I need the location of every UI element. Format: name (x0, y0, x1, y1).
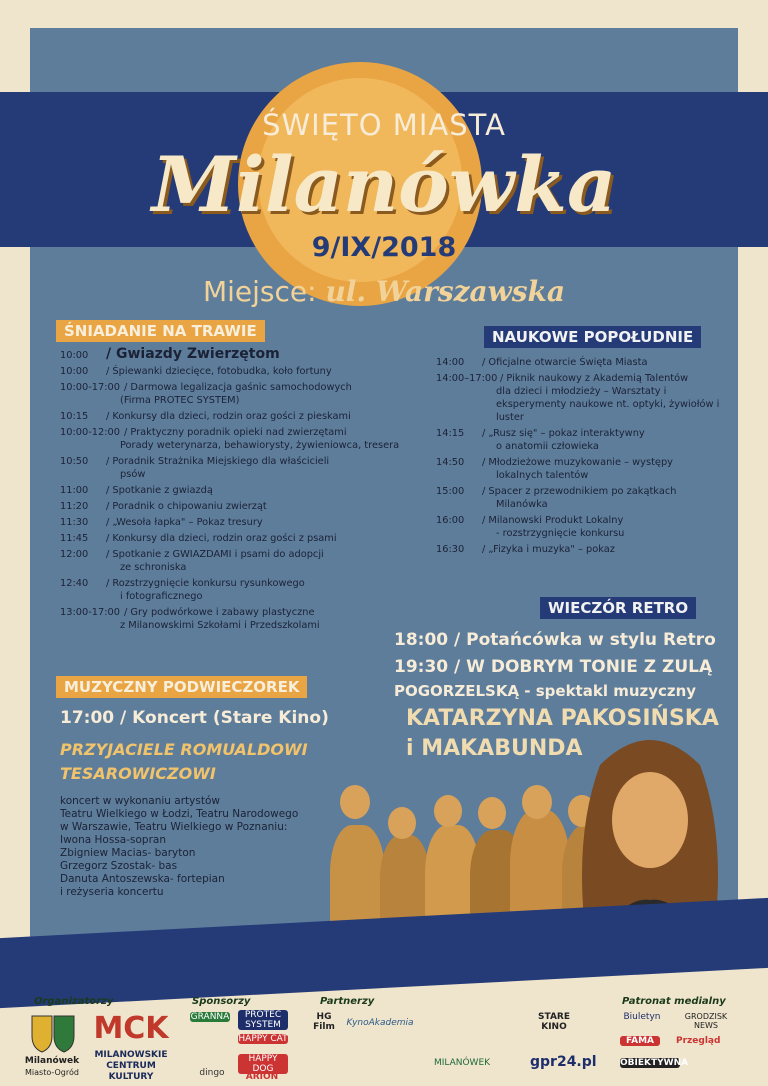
event-date: 9/IX/2018 (311, 232, 457, 263)
organizers-label: Organizatorzy (34, 996, 114, 1007)
media-logo: OBIEKTYWNA (620, 1058, 689, 1068)
mck-logo-icon: MCK (93, 1011, 169, 1046)
media-logo: FAMA (620, 1036, 660, 1046)
music-credit-line: Grzegorz Szostak- bas (60, 860, 178, 872)
music-group1: PRZYJACIELE ROMUALDOWI (60, 740, 308, 759)
breakfast-item (60, 500, 400, 513)
item-subtext: (Firma PROTEC SYSTEM) (120, 395, 240, 406)
item-text: / Gry podwórkowe i zabawy plastyczne (124, 607, 315, 618)
partner-logo: gpr24.pl (530, 1054, 597, 1070)
item-text: / Oficjalne otwarcie Święta Miasta (482, 357, 648, 368)
media-logo: Przegląd (676, 1036, 721, 1046)
breakfast-heading: ŚNIADANIE NA TRAWIE (56, 320, 265, 342)
item-time: 10:00 (60, 350, 89, 361)
partners-label: Partnerzy (320, 996, 375, 1007)
item-subtext: ze schroniska (120, 562, 187, 573)
science-item (436, 543, 736, 556)
item-time: 10:00-17:00 (60, 382, 121, 393)
item-time: 13:00-17:00 (60, 607, 121, 618)
music-concert: 17:00 / Koncert (Stare Kino) (60, 708, 329, 728)
place-label: Miejsce: (202, 275, 317, 308)
music-credit-line: koncert w wykonaniu artystów (60, 795, 220, 807)
science-item (436, 356, 736, 369)
partner-logo: KynoAkademia (346, 1018, 414, 1028)
item-text: / Konkursy dla dzieci, rodzin oraz gości z psami (106, 533, 337, 544)
science-list (436, 356, 736, 559)
breakfast-item (60, 381, 400, 407)
breakfast-item (60, 365, 400, 378)
partner-logo: STARE KINO (538, 1012, 570, 1032)
item-text: / Spacer z przewodnikiem po zakątkach (482, 486, 677, 497)
breakfast-item (60, 348, 400, 362)
music-credit-line: Teatru Wielkiego w Łodzi, Teatru Narodowego (60, 808, 299, 820)
breakfast-item (60, 548, 400, 574)
band-member-head (478, 797, 506, 829)
item-time: 14:15 (436, 428, 465, 439)
item-time: 16:00 (436, 515, 465, 526)
item-time: 10:00 (60, 366, 89, 377)
item-text: / Poradnik o chipowaniu zwierząt (106, 501, 267, 512)
item-time: 11:20 (60, 501, 89, 512)
breakfast-item (60, 484, 400, 497)
science-item (436, 372, 736, 424)
sponsor-logo: PROTEC SYSTEM (238, 1010, 288, 1030)
science-item (436, 427, 736, 453)
retro-heading: WIECZÓR RETRO (540, 597, 696, 619)
science-item (436, 514, 736, 540)
item-text: / Piknik naukowy z Akademią Talentów (500, 373, 689, 384)
item-text: / Praktyczny poradnik opieki nad zwierzętami (124, 427, 347, 438)
media-label: Patronat medialny (622, 996, 726, 1007)
breakfast-item (60, 606, 400, 632)
item-text: / Spotkanie z GWIAZDAMI i psami do adopcji (106, 549, 324, 560)
breakfast-item (60, 516, 400, 529)
item-subtext: - rozstrzygnięcie konkursu (496, 528, 625, 539)
milanowek-sub: Miasto-Ogród (25, 1068, 79, 1077)
item-time: 15:00 (436, 486, 465, 497)
item-text: / Milanowski Produkt Lokalny (482, 515, 624, 526)
item-time: 11:00 (60, 485, 89, 496)
item-text: / Młodzieżowe muzykowanie – występy (482, 457, 673, 468)
music-credit-line: Iwona Hossa-sopran (60, 834, 166, 846)
retro-artist2: i MAKABUNDA (406, 736, 583, 761)
media-logo: Biuletyn (623, 1012, 661, 1022)
item-time: 12:00 (60, 549, 89, 560)
item-text: / Poradnik Strażnika Miejskiego dla właścicieli (106, 456, 330, 467)
retro-artist1: KATARZYNA PAKOSIŃSKA (406, 706, 719, 731)
band-member-head (434, 795, 462, 827)
band-member-head (340, 785, 370, 819)
science-heading: NAUKOWE POPOŁUDNIE (484, 326, 701, 348)
band-member-head (388, 807, 416, 839)
music-credit-line: Zbigniew Macias- baryton (60, 847, 196, 859)
music-heading: MUZYCZNY PODWIECZOREK (56, 676, 307, 698)
item-time: 12:40 (60, 578, 89, 589)
sponsor-logo: HAPPY DOG (238, 1054, 288, 1074)
breakfast-list (60, 348, 400, 635)
item-text: / Darmowa legalizacja gaśnic samochodowych (124, 382, 352, 393)
item-subtext: Porady weterynarza, behawiorysty, żywieniowca, tresera (120, 440, 400, 451)
item-text: / Gwiazdy Zwierzętom (106, 346, 280, 362)
sponsors-label: Sponsorzy (192, 996, 251, 1007)
science-item (436, 456, 736, 482)
band-member-head (522, 785, 552, 819)
item-text: / Rozstrzygnięcie konkursu rysunkowego (106, 578, 305, 589)
partner-logo: MILANÓWEK (433, 1058, 491, 1068)
breakfast-item (60, 455, 400, 481)
sponsor-logo: dingo (199, 1068, 225, 1078)
item-time: 10:15 (60, 411, 89, 422)
event-title: Milanówka (151, 140, 617, 229)
item-subtext: lokalnych talentów (496, 470, 589, 481)
place-value: ul. Warszawska (325, 275, 566, 308)
item-text: / Spotkanie z gwiazdą (106, 485, 213, 496)
item-text: / Śpiewanki dziecięce, fotobudka, koło fortuny (106, 366, 332, 377)
event-subtitle: ŚWIĘTO MIASTA (262, 108, 506, 142)
mck-line2: CENTRUM (106, 1061, 156, 1071)
sponsors-footer (0, 996, 768, 1086)
mck-line1: MILANOWSKIE (94, 1050, 168, 1060)
item-subtext: psów (120, 469, 146, 480)
item-time: 11:45 (60, 533, 89, 544)
retro-line1: 18:00 / Potańcówka w stylu Retro (394, 630, 716, 650)
event-place (0, 275, 768, 308)
mck-line3: KULTURY (108, 1072, 154, 1082)
item-text: / Konkursy dla dzieci, rodzin oraz gości z pieskami (106, 411, 351, 422)
item-time: 11:30 (60, 517, 89, 528)
music-credit-line: i reżyseria koncertu (60, 886, 164, 898)
item-time: 16:30 (436, 544, 465, 555)
milanowek-crest-icon (30, 1014, 76, 1054)
retro-line2b: POGORZELSKĄ - spektakl muzyczny (394, 682, 697, 700)
milanowek-logo: Milanówek (24, 1056, 80, 1066)
breakfast-item (60, 577, 400, 603)
science-item (436, 485, 736, 511)
item-time: 14:00 (436, 357, 465, 368)
item-subtext: i fotograficznego (120, 591, 203, 602)
media-logo: GRODZISK NEWS (684, 1012, 728, 1030)
item-time: 10:50 (60, 456, 89, 467)
item-time: 14:00–17:00 (436, 373, 498, 384)
sponsor-logo: ARION (245, 1072, 279, 1082)
music-credit-line: w Warszawie, Teatru Wielkiego w Poznaniu: (60, 821, 288, 833)
breakfast-item (60, 426, 400, 452)
music-list (60, 795, 350, 899)
item-text: / „Wesoła łapka" – Pokaz tresury (106, 517, 263, 528)
item-subtext: o anatomii człowieka (496, 441, 599, 452)
item-text: / „Rusz się" – pokaz interaktywny (482, 428, 645, 439)
item-subtext: Milanówka (496, 499, 548, 510)
sponsor-logo: HAPPY CAT (238, 1034, 288, 1044)
sponsor-logo: GRANNA (190, 1012, 230, 1022)
item-subtext: dla dzieci i młodzieży – Warsztaty i eksperymenty naukowe nt. optyki, żywiołów i luster (496, 386, 720, 423)
breakfast-item (60, 532, 400, 545)
breakfast-item (60, 410, 400, 423)
music-credit-line: Danuta Antoszewska- fortepian (60, 873, 225, 885)
item-subtext: z Milanowskimi Szkołami i Przedszkolami (120, 620, 320, 631)
item-time: 14:50 (436, 457, 465, 468)
partner-logo: HG Film (313, 1012, 335, 1032)
item-time: 10:00-12:00 (60, 427, 121, 438)
item-text: / „Fizyka i muzyka" – pokaz (482, 544, 615, 555)
retro-line2a: 19:30 / W DOBRYM TONIE Z ZULĄ (394, 657, 713, 677)
music-group2: TESAROWICZOWI (60, 764, 216, 783)
